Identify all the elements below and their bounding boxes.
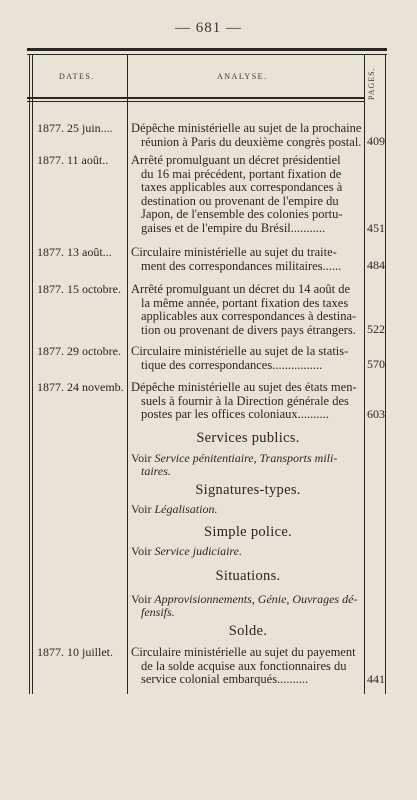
see-also-prefix: Voir (131, 502, 152, 516)
entry-line: Dépêche ministérielle au sujet des états men- (131, 381, 357, 394)
entry-line: gaises et de l'empire du Brésil........... (141, 221, 326, 235)
entry-line: réunion à Paris du deuxième congrès postal. (141, 135, 361, 149)
entry-line: postes par les offices coloniaux.......... (141, 408, 329, 421)
entry-line: Arrêté promulguant un décret présidentiel (131, 154, 341, 167)
pages-column-divider (364, 54, 365, 694)
entry-page: 484 (367, 258, 385, 272)
entry-line: la même année, portant fixation des taxes (141, 296, 349, 310)
entry-date: 1877. 29 octobre. (37, 344, 121, 358)
entry-line: de la solde acquise aux fonctionnaires du (141, 659, 347, 673)
entry-line: destination ou provenant de l'empire du (141, 194, 339, 208)
header-rule (27, 97, 365, 99)
entry-line: tique des correspondances................ (141, 358, 323, 372)
see-also-note (131, 545, 363, 558)
entry-page: 603 (367, 407, 385, 421)
entry-line: Japon, de l'ensemble des colonies portu- (141, 208, 343, 221)
entry-page: 409 (367, 134, 385, 148)
entry-line: service colonial embarqués.......... (141, 673, 309, 686)
entry-date: 1877. 11 août.. (37, 153, 109, 167)
entry-text (131, 154, 361, 235)
see-also-ref: Service pénitentiaire, Transports mili- (151, 451, 338, 465)
section-title: Simple police. (204, 524, 292, 540)
page-number: — 681 — (175, 20, 242, 36)
section-title: Situations. (215, 568, 281, 584)
header-dates: DATES. (59, 72, 95, 81)
header-rule-thin (27, 101, 365, 102)
entry-text (131, 345, 361, 372)
entry-date: 1877. 10 juillet. (37, 645, 113, 659)
see-also-ref: fensifs. (141, 605, 175, 619)
top-rule-thick (27, 48, 387, 51)
entry-text (131, 381, 361, 422)
section-title: Solde. (228, 623, 268, 639)
see-also-note (131, 452, 363, 478)
entry-text (131, 283, 361, 337)
entry-line: tion ou provenant de divers pays étrangers. (141, 323, 356, 337)
entry-text (131, 646, 361, 687)
entry-line: Circulaire ministérielle au sujet de la statis- (131, 345, 349, 358)
right-border (385, 54, 386, 694)
left-border-inner (32, 54, 33, 694)
entry-line: Dépêche ministérielle au sujet de la prochaine (131, 122, 361, 135)
see-also-prefix: Voir (131, 451, 152, 465)
left-border (29, 54, 30, 694)
entry-page: 570 (367, 357, 385, 371)
entry-line: ment des correspondances militaires...... (141, 259, 342, 273)
see-also-ref: Légalisation. (151, 502, 218, 516)
entry-date: 1877. 25 juin.... (37, 121, 113, 135)
entry-line: Circulaire ministérielle au sujet du traite- (131, 246, 337, 259)
header-pages: PAGES. (367, 67, 376, 100)
see-also-prefix: Voir (131, 544, 152, 558)
entry-date: 1877. 24 novemb. (37, 380, 124, 394)
see-also-ref: taires. (141, 464, 171, 478)
entry-page: 441 (367, 672, 385, 686)
see-also-note (131, 593, 363, 619)
entry-line: applicables aux correspondances à destina- (141, 310, 357, 323)
entry-page: 451 (367, 221, 385, 235)
entry-text (131, 246, 361, 273)
entry-date: 1877. 13 août... (37, 245, 112, 259)
see-also-note (131, 503, 363, 516)
see-also-prefix: Voir (131, 592, 152, 606)
top-rule-thin (27, 54, 387, 55)
header-analyse: ANALYSE. (217, 72, 268, 81)
entry-text (131, 122, 361, 149)
entry-line: suels à fournir à la Direction générale des (141, 394, 349, 408)
entry-page: 522 (367, 322, 385, 336)
entry-line: Arrêté promulguant un décret du 14 août de (131, 283, 351, 296)
entry-date: 1877. 15 octobre. (37, 282, 121, 296)
dates-column-divider (127, 54, 128, 694)
entry-line: du 16 mai précédent, portant fixation de (141, 167, 342, 181)
entry-line: Circulaire ministérielle au sujet du payement (131, 646, 356, 659)
section-title: Services publics. (196, 430, 300, 446)
see-also-ref: Approvisionnements, Génie, Ouvrages dé- (151, 592, 358, 606)
entry-line: taxes applicables aux correspondances à (141, 181, 343, 194)
section-title: Signatures-types. (195, 482, 301, 498)
see-also-ref: Service judiciaire. (151, 544, 242, 558)
index-table (27, 48, 387, 698)
